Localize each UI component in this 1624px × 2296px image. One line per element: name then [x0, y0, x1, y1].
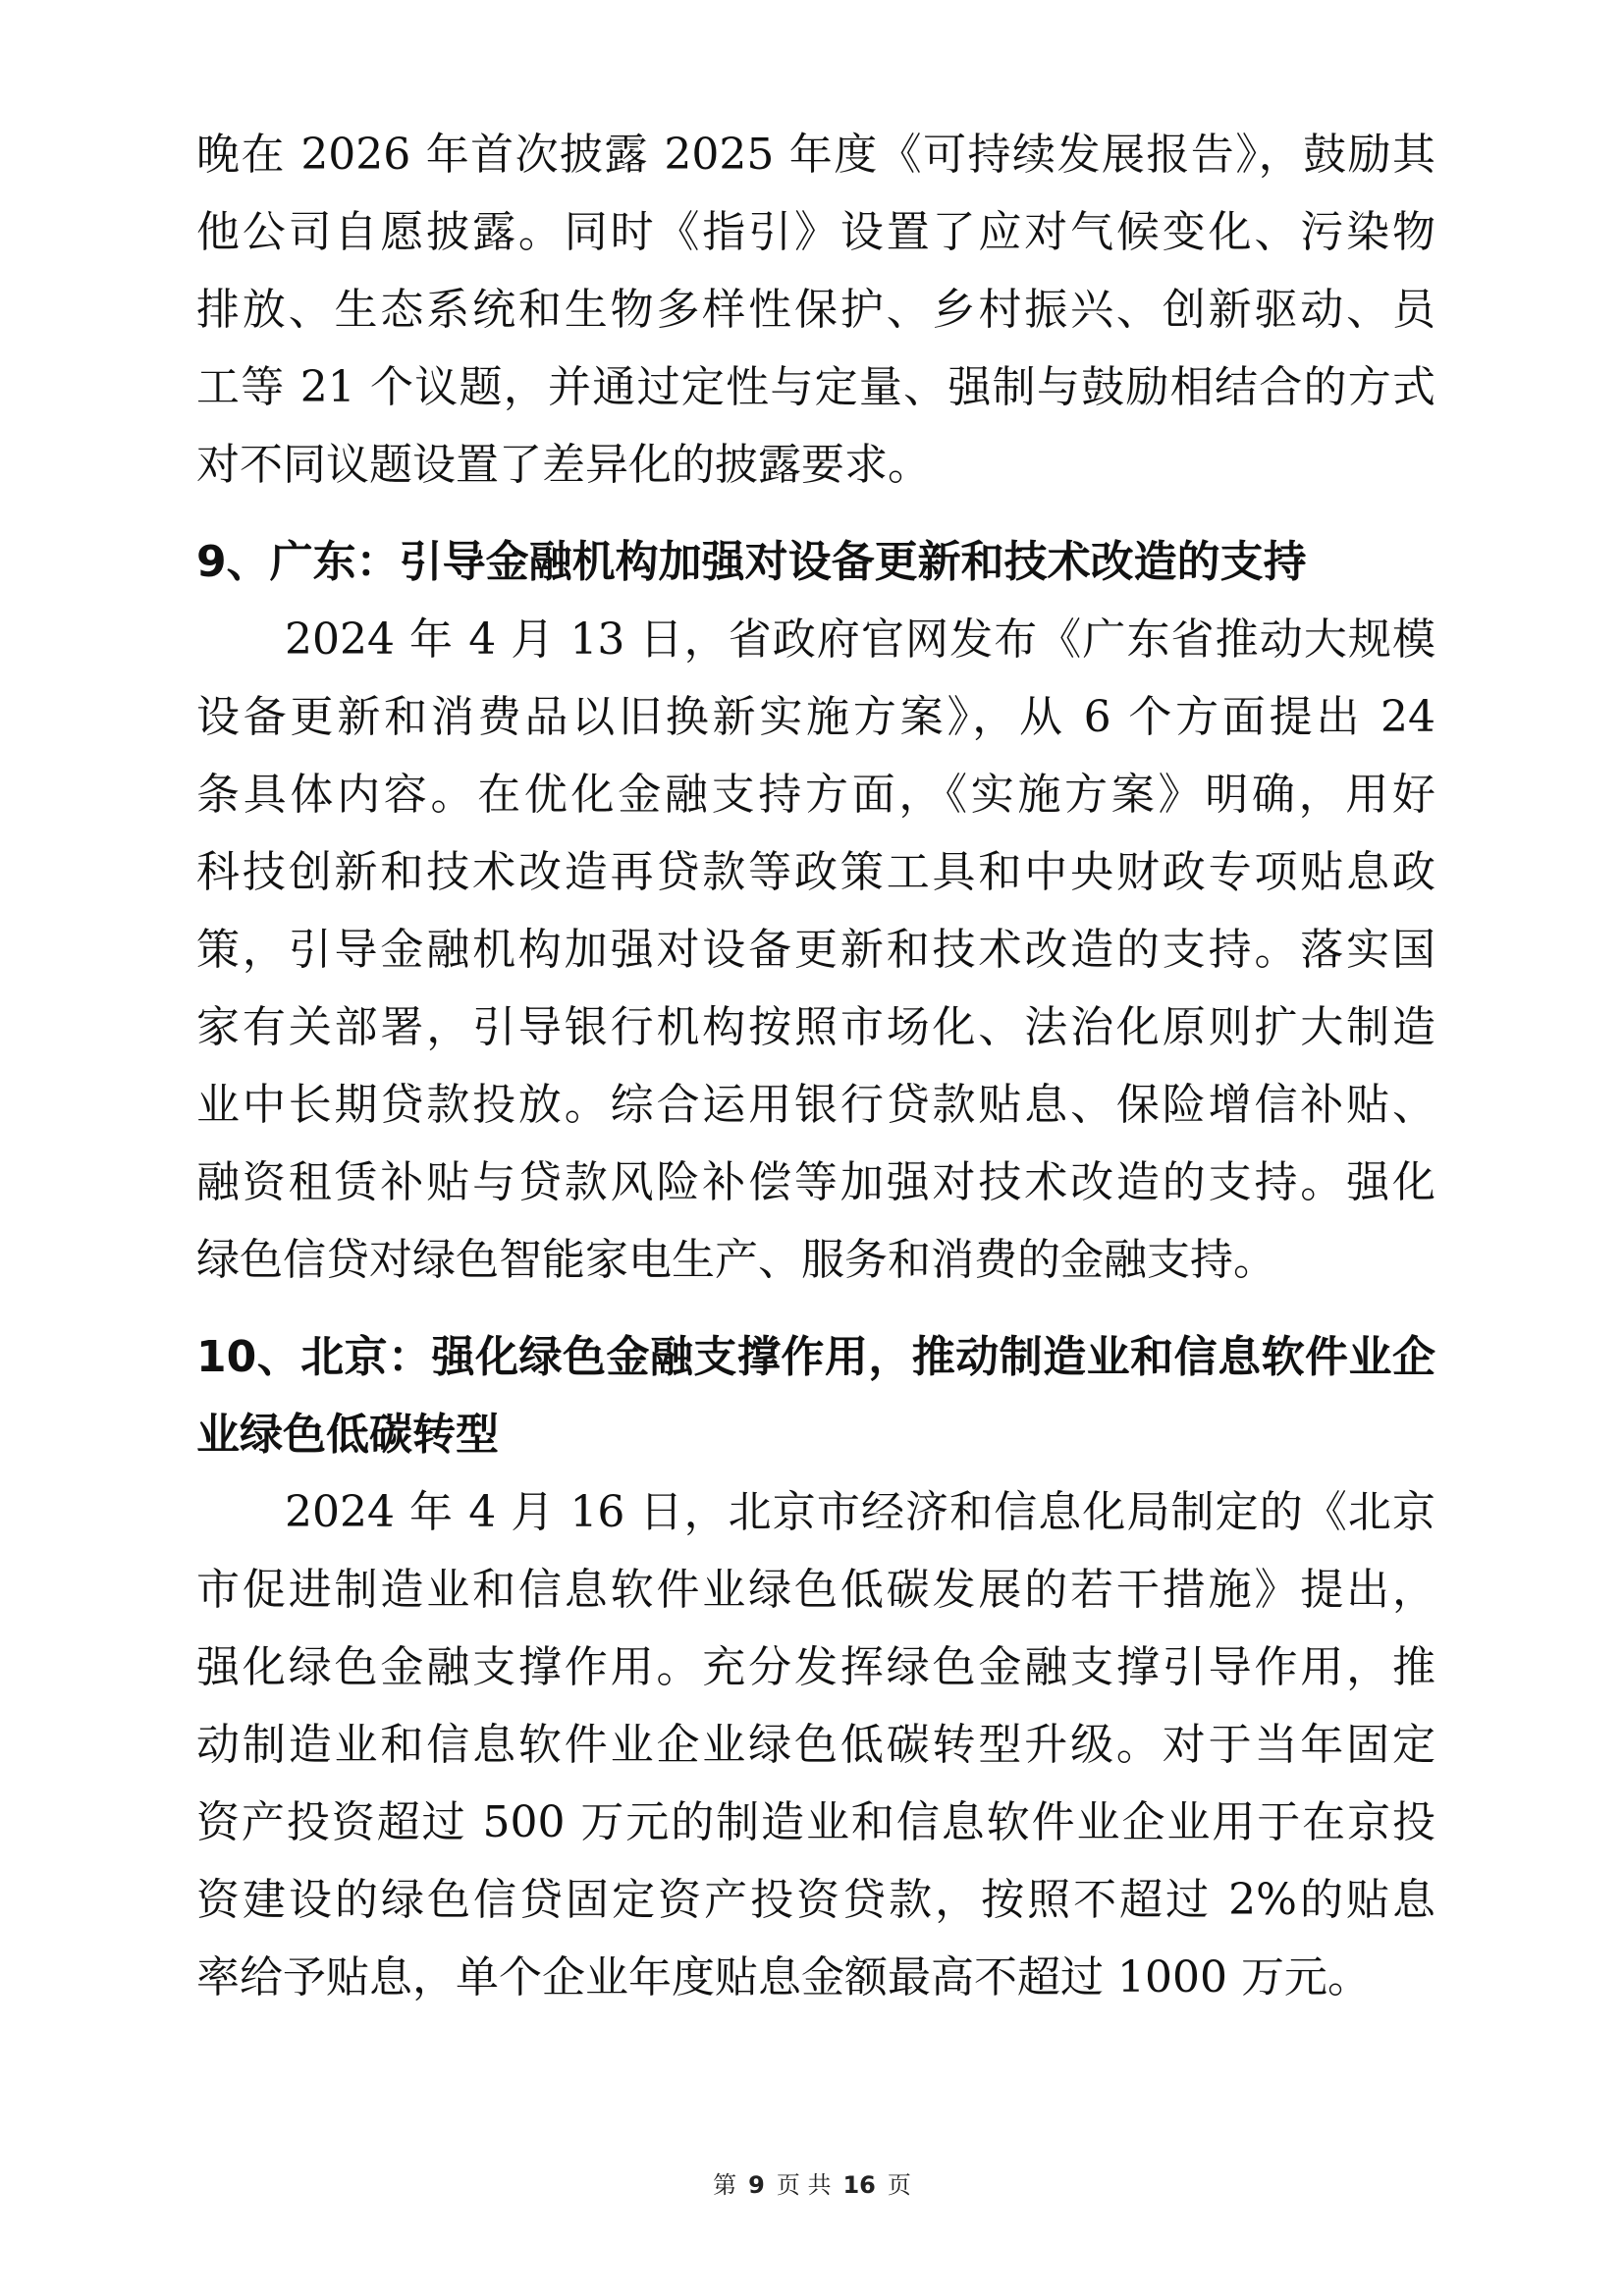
- paragraph-line: 条具体内容。在优化金融支持方面，《实施方案》明确，用好: [196, 770, 1435, 820]
- footer-current-page: 9: [748, 2171, 765, 2199]
- footer-total-pages: 16: [842, 2171, 876, 2199]
- paragraph-line: 率给予贴息，单个企业年度贴息金额最高不超过 1000 万元。: [196, 1952, 1371, 2002]
- page-footer: [0, 2165, 1624, 2200]
- spacer: [196, 1299, 1435, 1318]
- section-10-heading-line: 业绿色低碳转型: [196, 1410, 499, 1460]
- paragraph-line: 设备更新和消费品以旧换新实施方案》，从 6 个方面提出 24: [196, 692, 1435, 742]
- footer-middle: 页 共: [776, 2171, 832, 2199]
- paragraph-line: 科技创新和技术改造再贷款等政策工具和中央财政专项贴息政: [196, 847, 1435, 897]
- paragraph-line: 策，引导金融机构加强对设备更新和技术改造的支持。落实国: [196, 925, 1435, 975]
- footer-suffix: 页: [887, 2171, 911, 2199]
- section-10-heading-line: 10、北京：强化绿色金融支撑作用，推动制造业和信息软件业企: [196, 1332, 1435, 1382]
- paragraph-line: 家有关部署，引导银行机构按照市场化、法治化原则扩大制造: [196, 1002, 1435, 1052]
- paragraph-line: 对不同议题设置了差异化的披露要求。: [196, 440, 931, 490]
- paragraph-line: 工等 21 个议题，并通过定性与定量、强制与鼓励相结合的方式: [196, 362, 1435, 412]
- paragraph-line: 绿色信贷对绿色智能家电生产、服务和消费的金融支持。: [196, 1235, 1276, 1285]
- footer-prefix: 第: [713, 2171, 737, 2199]
- intro-paragraph: [196, 116, 1435, 504]
- document-page: [196, 116, 1435, 2016]
- paragraph-line: 融资租赁补贴与贷款风险补偿等加强对技术改造的支持。强化: [196, 1157, 1435, 1207]
- paragraph-line: 2024 年 4 月 13 日，省政府官网发布《广东省推动大规模: [285, 614, 1435, 665]
- paragraph-line: 动制造业和信息软件业企业绿色低碳转型升级。对于当年固定: [196, 1720, 1435, 1770]
- section-10: [196, 1318, 1435, 2016]
- paragraph-line: 排放、生态系统和生物多样性保护、乡村振兴、创新驱动、员: [196, 285, 1435, 335]
- paragraph-line: 市促进制造业和信息软件业绿色低碳发展的若干措施》提出，: [196, 1565, 1435, 1615]
- paragraph-line: 2024 年 4 月 16 日，北京市经济和信息化局制定的《北京: [285, 1487, 1435, 1537]
- spacer: [196, 504, 1435, 523]
- paragraph-line: 强化绿色金融支撑作用。充分发挥绿色金融支撑引导作用，推: [196, 1642, 1435, 1692]
- paragraph-line: 他公司自愿披露。同时《指引》设置了应对气候变化、污染物: [196, 207, 1435, 257]
- section-9: [196, 523, 1435, 1299]
- paragraph-line: 晚在 2026 年首次披露 2025 年度《可持续发展报告》，鼓励其: [196, 130, 1435, 180]
- paragraph-line: 资产投资超过 500 万元的制造业和信息软件业企业用于在京投: [196, 1797, 1435, 1847]
- section-9-heading: 9、广东：引导金融机构加强对设备更新和技术改造的支持: [196, 537, 1307, 587]
- paragraph-line: 资建设的绿色信贷固定资产投资贷款，按照不超过 2%的贴息: [196, 1875, 1435, 1925]
- paragraph-line: 业中长期贷款投放。综合运用银行贷款贴息、保险增信补贴、: [196, 1080, 1435, 1130]
